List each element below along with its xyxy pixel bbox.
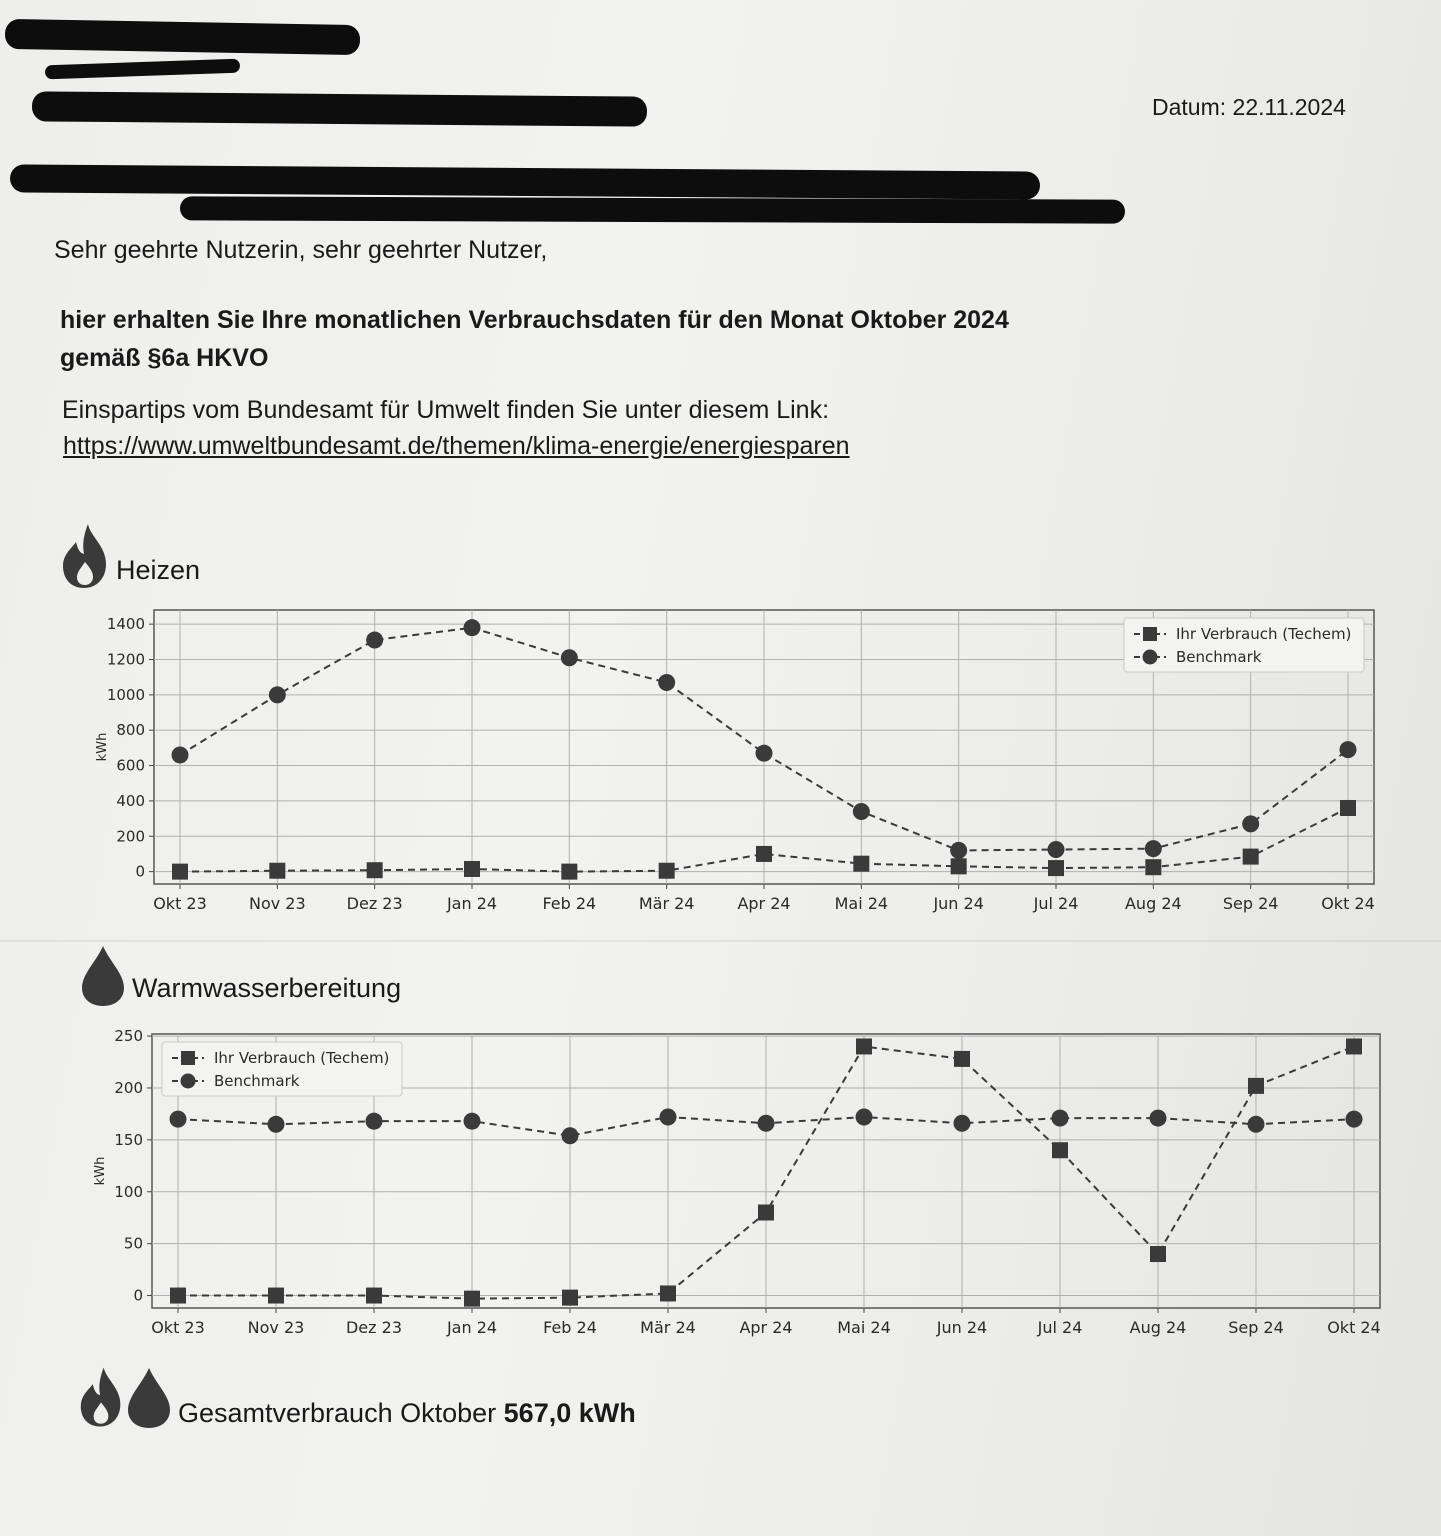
data-point-square [366,1288,382,1304]
total-consumption [178,1398,636,1429]
x-tick-label: Okt 23 [151,1318,205,1337]
data-point-square [269,863,285,879]
data-point-square [758,1205,774,1221]
redacted-tenant [10,164,1040,199]
data-point-circle [1248,1116,1265,1133]
data-point-circle [954,1115,971,1132]
intro-heading-law: gemäß §6a HKVO [60,344,269,372]
data-point-circle [856,1109,873,1126]
y-tick-label: 1000 [106,685,145,704]
data-point-square [856,1038,872,1054]
data-point-circle [268,1116,285,1133]
data-point-circle [1048,841,1065,858]
x-tick-label: Jan 24 [446,894,498,913]
y-tick-label: 100 [114,1182,143,1201]
legend-label: Ihr Verbrauch (Techem) [1176,625,1352,643]
x-tick-label: Jun 24 [933,894,984,913]
y-tick-label: 0 [133,1286,143,1305]
data-point-circle [1346,1111,1363,1128]
data-point-circle [658,674,675,691]
y-tick-label: 1200 [106,650,145,669]
date-label: Datum: 22.11.2024 [1152,94,1346,120]
data-point-circle [1340,741,1357,758]
data-point-square [1145,859,1161,875]
x-tick-label: Aug 24 [1129,1318,1187,1337]
data-point-square [268,1288,284,1304]
data-point-square [464,1291,480,1307]
data-point-circle [562,1127,579,1144]
total-label: Gesamtverbrauch Oktober [178,1398,497,1428]
total-value: 567,0 kWh [503,1398,636,1428]
y-tick-label: 1400 [106,615,145,634]
x-tick-label: Mär 24 [638,894,695,913]
x-tick-label: Nov 23 [247,1318,305,1337]
data-point-square [561,864,577,880]
y-tick-label: 200 [114,1078,143,1097]
heating-title: Heizen [116,555,201,585]
x-tick-label: Apr 24 [737,894,791,913]
data-point-circle [464,1113,481,1130]
x-tick-label: Okt 24 [1321,894,1375,913]
data-point-circle [366,632,383,649]
legend-label: Benchmark [1176,648,1262,666]
water-drop-icon [126,1366,172,1430]
data-point-square [562,1290,578,1306]
data-point-circle [950,842,967,859]
y-tick-label: 800 [116,721,145,740]
data-point-square [853,856,869,872]
data-point-square [170,1288,186,1304]
data-point-square [1340,800,1356,816]
y-tick-label: 150 [114,1130,143,1149]
y-tick-label: 0 [135,862,145,881]
x-tick-label: Jun 24 [936,1318,988,1337]
data-point-square [1052,1142,1068,1158]
water-drop-icon [80,944,126,1008]
y-tick-label: 50 [123,1234,143,1253]
data-point-square [1048,860,1064,876]
data-point-circle [170,1111,187,1128]
data-point-square [951,858,967,874]
legend-label: Ihr Verbrauch (Techem) [214,1049,390,1067]
greeting: Sehr geehrte Nutzerin, sehr geehrter Nutzer, [54,236,548,264]
x-tick-label: Feb 24 [542,894,597,913]
data-point-circle [366,1113,383,1130]
intro-heading: hier erhalten Sie Ihre monatlichen Verbrauchsdaten für den Monat Oktober 2024 [60,306,1009,334]
x-tick-label: Okt 24 [1327,1318,1381,1337]
x-tick-label: Jul 24 [1033,894,1079,913]
data-point-square [367,862,383,878]
redacted-property [32,91,647,126]
data-point-square [659,863,675,879]
data-point-circle [1150,1110,1167,1127]
y-tick-label: 250 [114,1027,143,1046]
data-point-square [954,1051,970,1067]
data-point-circle [464,619,481,636]
tips-text: Einspartips vom Bundesamt für Umwelt finden Sie unter diesem Link: [62,396,830,424]
data-point-circle [561,649,578,666]
data-point-square [1150,1246,1166,1262]
legend-label: Benchmark [214,1072,300,1090]
heating-chart [70,600,1390,920]
x-tick-label: Sep 24 [1228,1318,1284,1337]
y-axis-label: kWh [93,1156,108,1186]
legend-marker-circle [1143,650,1158,665]
data-point-circle [1242,815,1259,832]
y-tick-label: 400 [116,791,145,810]
flame-icon [78,1364,124,1430]
y-tick-label: 600 [116,756,145,775]
energy-saving-link[interactable]: https://www.umweltbundesamt.de/themen/klima-energie/energiesparen [63,432,850,460]
x-tick-label: Mai 24 [834,894,889,913]
legend-marker-square [181,1051,195,1065]
x-tick-label: Sep 24 [1222,894,1279,913]
y-axis-label: kWh [95,732,110,762]
data-point-square [464,861,480,877]
x-tick-label: Nov 23 [248,894,306,913]
x-tick-label: Feb 24 [543,1318,597,1337]
data-point-square [1248,1078,1264,1094]
x-tick-label: Dez 23 [345,1318,403,1337]
data-point-circle [1052,1110,1069,1127]
data-point-circle [853,803,870,820]
data-point-circle [1145,840,1162,857]
data-point-circle [756,745,773,762]
water-title: Warmwasserbereitung [132,973,402,1003]
x-tick-label: Jan 24 [446,1318,498,1337]
y-tick-label: 200 [116,827,145,846]
data-point-circle [269,686,286,703]
redacted-tenant [180,196,1125,223]
x-tick-label: Apr 24 [739,1318,793,1337]
data-point-square [1346,1038,1362,1054]
flame-icon [60,522,110,590]
legend-marker-square [1143,627,1157,641]
x-tick-label: Jul 24 [1037,1318,1083,1337]
data-point-square [660,1285,676,1301]
data-point-circle [172,746,189,763]
water-chart [80,1020,1400,1350]
data-point-square [172,864,188,880]
redacted-address [45,59,240,80]
x-tick-label: Aug 24 [1124,894,1182,913]
x-tick-label: Okt 23 [153,894,207,913]
x-tick-label: Mai 24 [837,1318,891,1337]
x-tick-label: Dez 23 [346,894,403,913]
data-point-square [1243,849,1259,865]
data-point-circle [758,1115,775,1132]
data-point-square [756,846,772,862]
x-tick-label: Mär 24 [640,1318,696,1337]
legend-marker-circle [181,1074,196,1089]
data-point-circle [660,1109,677,1126]
redacted-address [5,19,360,55]
